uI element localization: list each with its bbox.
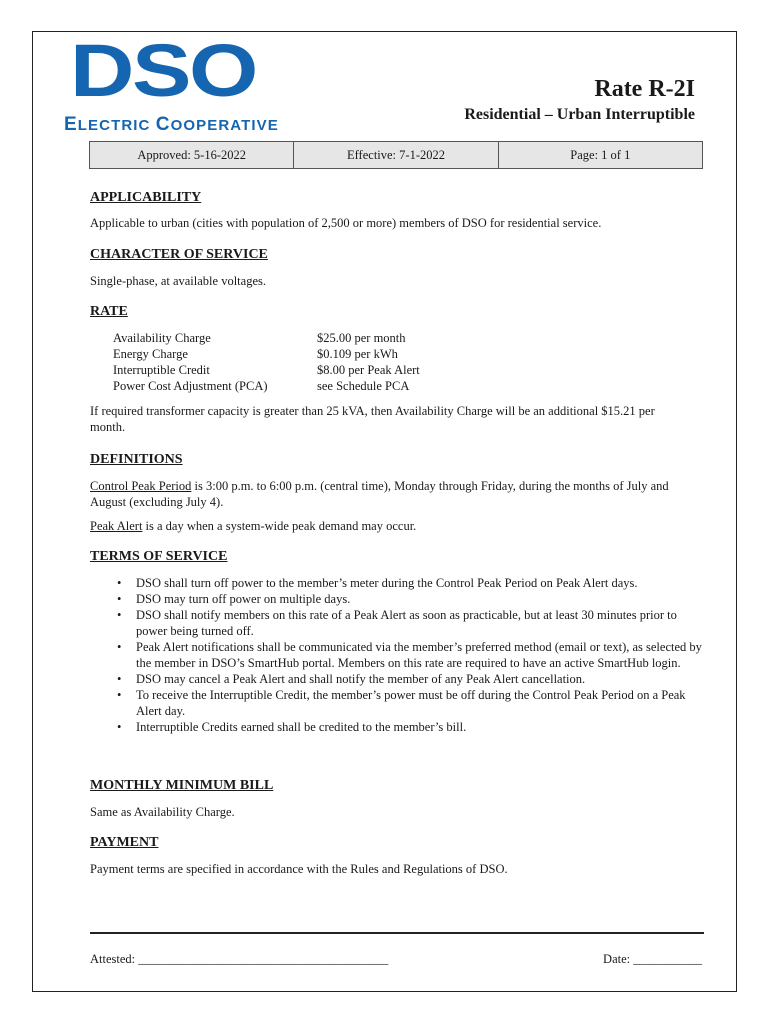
applicability-heading: APPLICABILITY (90, 190, 202, 205)
character-of-service-heading: CHARACTER OF SERVICE (90, 247, 268, 262)
list-item: • To receive the Interruptible Credit, the member’s power must be off during the Control Peak Period on a Peak Alert day. (117, 688, 686, 718)
list-item: • Peak Alert notifications shall be communicated via the member’s preferred method (email or text), as selected by the member in DSO’s SmartHub portal. Members on this rate are required to have an active SmartHub login. (117, 640, 702, 670)
logo-main-text: DSO (70, 34, 256, 104)
rate-title: Rate R-2I (594, 76, 695, 102)
list-item: • DSO shall notify members on this rate of a Peak Alert as soon as practicable, but at least 30 minutes prior to power being turned off. (117, 608, 677, 638)
list-item: • DSO shall turn off power to the member’s meter during the Control Peak Period on Peak Alert days. (117, 576, 638, 590)
definition-peak-alert: Peak Alert is a day when a system-wide peak demand may occur. (90, 519, 417, 533)
dso-logo (64, 34, 344, 134)
rate-row: Energy Charge $0.109 per kWh (113, 347, 398, 361)
character-of-service-text: Single-phase, at available voltages. (90, 274, 266, 288)
document-info-bar (89, 141, 703, 169)
transformer-note: If required transformer capacity is greater than 25 kVA, then Availability Charge will be an additional $15.21 per month. (90, 404, 655, 434)
terms-heading: TERMS OF SERVICE (90, 549, 228, 564)
signature-divider (90, 932, 704, 934)
payment-heading: PAYMENT (90, 835, 159, 850)
rate-row: Availability Charge $25.00 per month (113, 331, 406, 345)
minimum-bill-text: Same as Availability Charge. (90, 805, 235, 819)
applicability-text: Applicable to urban (cities with population of 2,500 or more) members of DSO for residential service. (90, 216, 602, 230)
rate-row: Power Cost Adjustment (PCA) see Schedule PCA (113, 379, 410, 393)
logo-subtitle: ELECTRIC COOPERATIVE (64, 114, 279, 135)
rate-row: Interruptible Credit $8.00 per Peak Alert (113, 363, 420, 377)
dso-logo-mark (70, 34, 260, 104)
rate-subtitle: Residential – Urban Interruptible (464, 106, 695, 123)
list-item: • DSO may cancel a Peak Alert and shall notify the member of any Peak Alert cancellation. (117, 672, 586, 686)
date-signature-line: Date: ___________ (603, 952, 702, 966)
minimum-bill-heading: MONTHLY MINIMUM BILL (90, 778, 274, 793)
list-item: • DSO may turn off power on multiple days. (117, 592, 351, 606)
effective-date: Effective: 7-1-2022 (294, 142, 498, 168)
definitions-heading: DEFINITIONS (90, 452, 183, 467)
rate-heading: RATE (90, 304, 128, 319)
payment-text: Payment terms are specified in accordance with the Rules and Regulations of DSO. (90, 862, 508, 876)
rate-table (113, 330, 420, 394)
page-number: Page: 1 of 1 (570, 148, 631, 162)
attested-signature-line: Attested: ________________________________________ (90, 952, 389, 966)
approved-date: Approved: 5-16-2022 (90, 142, 294, 168)
definition-control-peak: Control Peak Period is 3:00 p.m. to 6:00 p.m. (central time), Monday through Friday, during the months of July and August (excluding July 4). (90, 479, 669, 509)
list-item: • Interruptible Credits earned shall be credited to the member’s bill. (117, 720, 467, 734)
terms-list (90, 575, 702, 735)
